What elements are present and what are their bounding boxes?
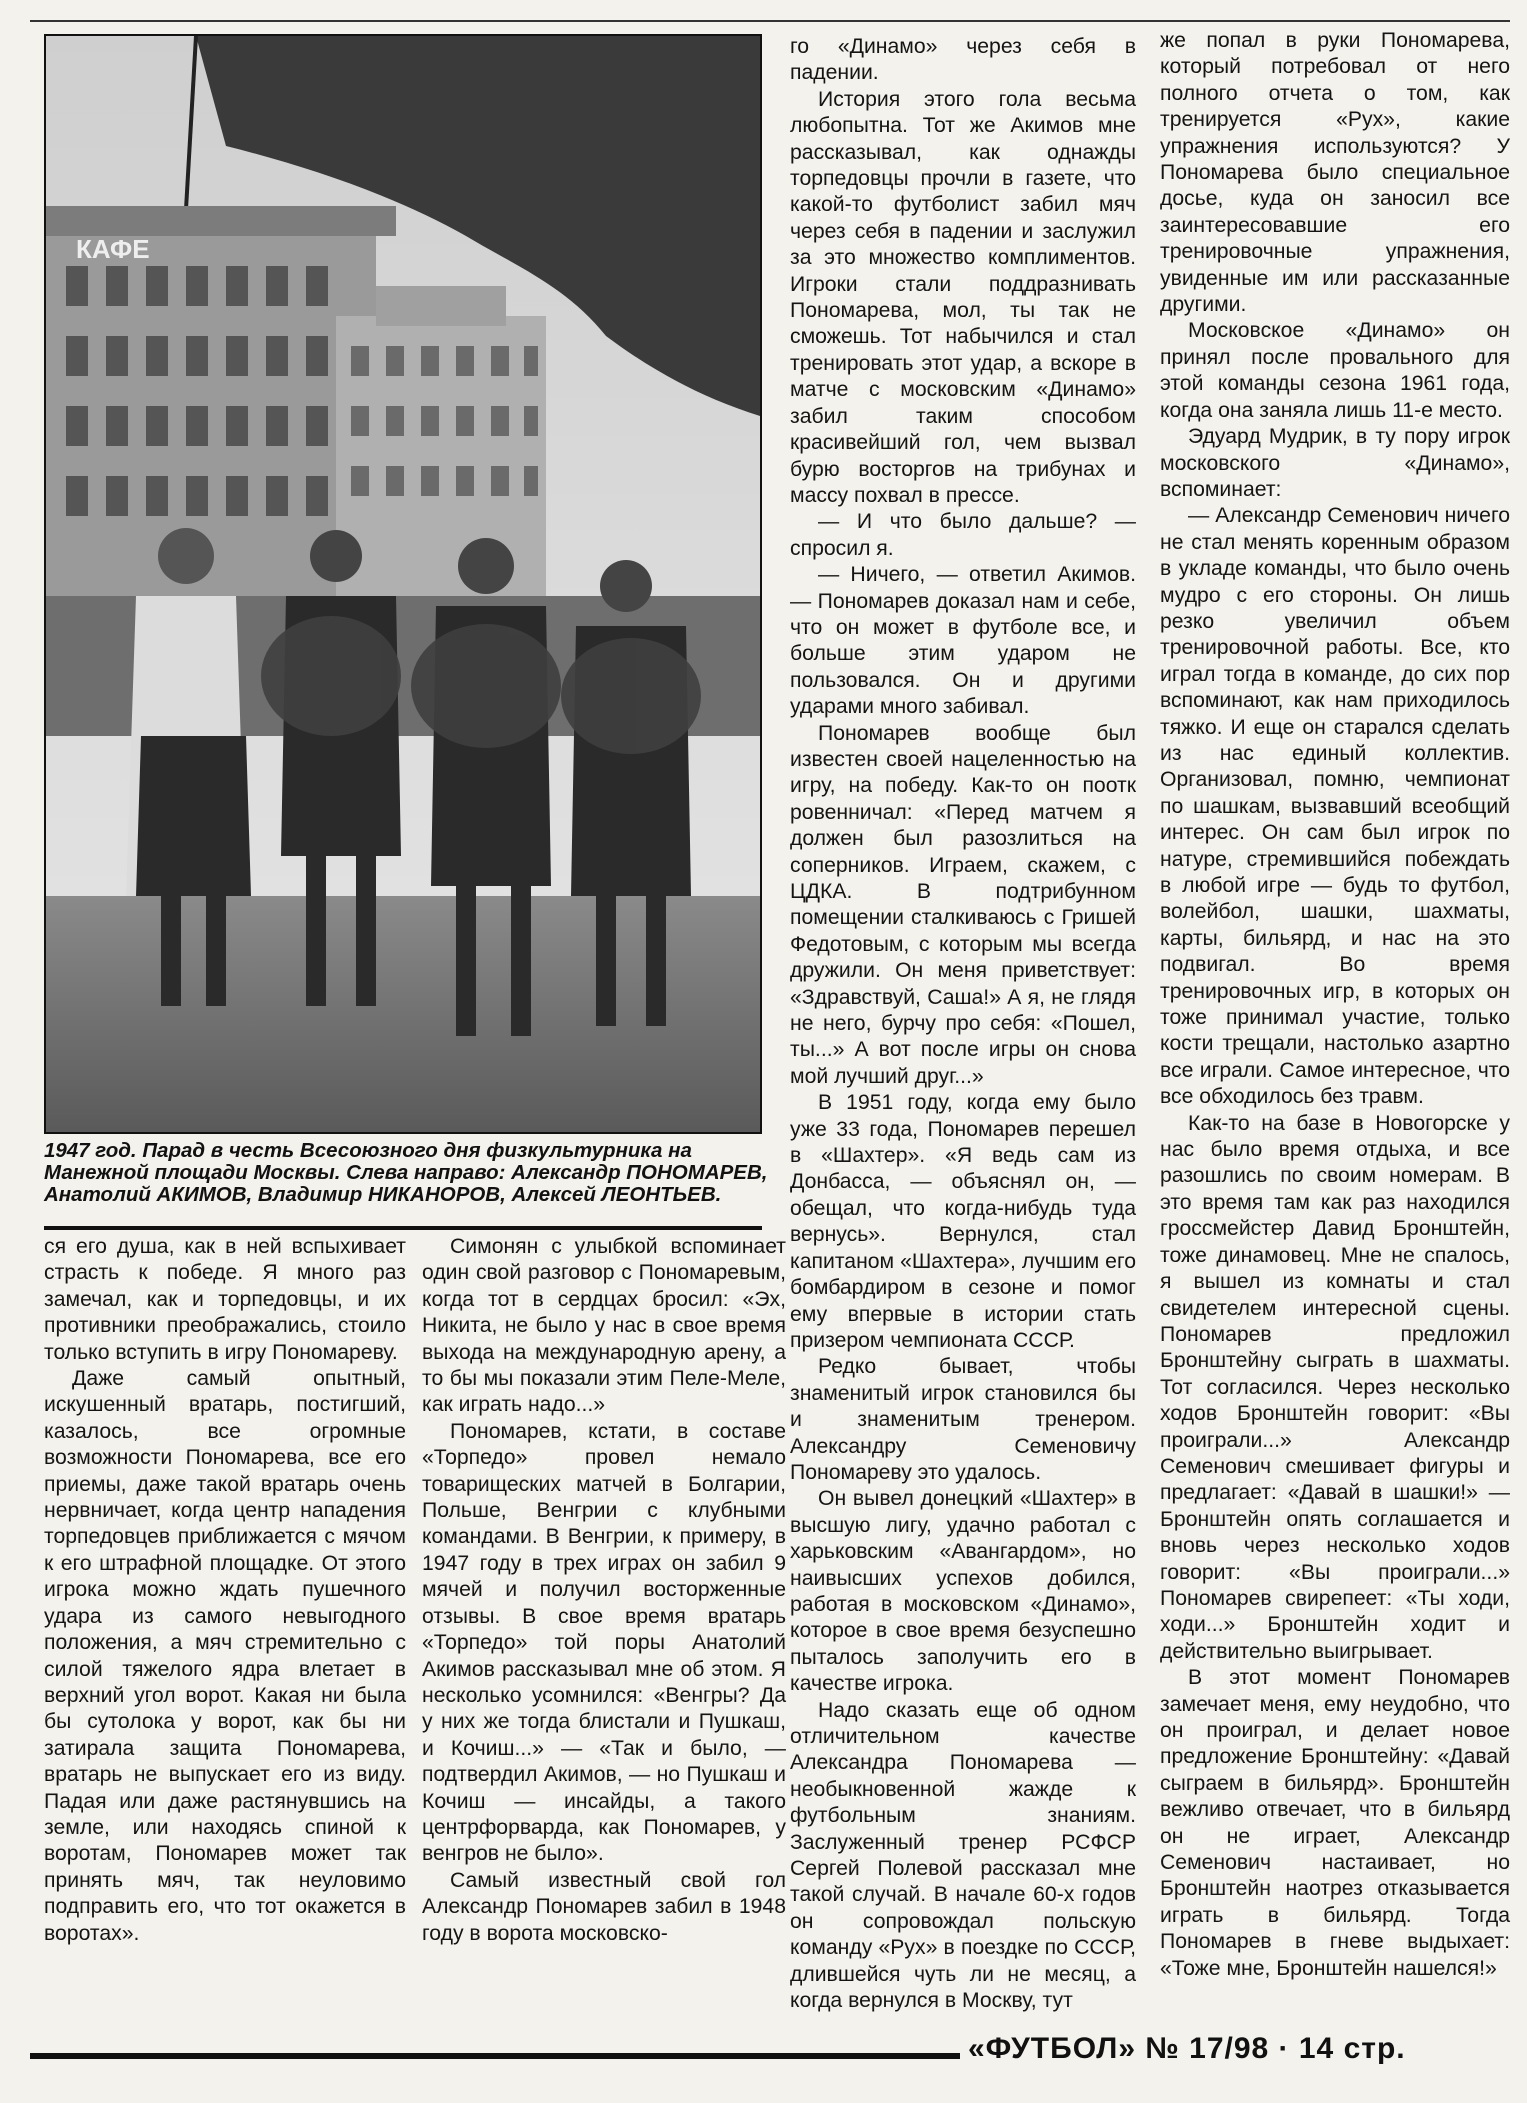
top-rule xyxy=(30,20,1510,22)
paragraph: История этого гола весьма любопытна. Тот же Акимов мне рассказывал, как однажды торпедовцы прочли в газете, что какой-то футболист забил мяч через себя в падении и заслужил за это множество комплиментов. Игроки стали поддразнивать Пономарева, мол, ты так не сможешь. Тот набычился и стал тренировать этот удар, а вскоре в матче с московским «Динамо» забил таким способом красивейший гол, чем вызвал бурю восторгов на трибунах и массу похвал в прессе. xyxy=(790,87,1136,507)
article-column-2 xyxy=(422,1234,786,1947)
paragraph: Московское «Динамо» он принял после провального для этой команды сезона 1961 года, когда она заняла лишь 11-е место. xyxy=(1160,319,1510,422)
paragraph: Он вывел донецкий «Шахтер» в высшую лигу, удачно работал с харьковским «Авангардом», но наивысших успехов добился, работая в московском «Динамо», которое в свое время безуспешно пыталось заполучить его в качестве игрока. xyxy=(790,1487,1136,1696)
page-footer: «ФУТБОЛ» № 17/98 · 14 стр. xyxy=(968,2032,1406,2065)
article-column-1 xyxy=(44,1234,406,1947)
paragraph: Как-то на базе в Новогорске у нас было время отдыха, и все разошлись по своим номерам. В это время там как раз находился гроссмейстер Давид Бронштейн, тоже динамовец. Мне не спалось, я вышел из комнаты и стал свидетелем интересной сцены. Пономарев предложил Бронштейну сыграть в шахматы. Тот согласился. Через несколько ходов Бронштейн говорит: «Вы проиграли...» Александр Семенович смешивает фигуры и предлагает: «Давай в шашки!» — Бронштейн опять соглашается и вновь через несколько ходов говорит: «Вы проиграли...» Пономарев свирепеет: «Ты ходи, ходи...» Бронштейн ходит и действительно выигрывает. xyxy=(1160,1111,1510,1663)
paragraph: Даже самый опытный, искушенный вратарь, постигший, казалось, все огромные возможности Пономарева, все его приемы, даже такой вратарь очень нервничает, когда центр нападения торпедовцев приближается с мячом к его штрафной площадке. От этого игрока можно ждать пушечного удара из самого невыгодного положения, а мяч стремительно с силой тяжелого ядра влетает в верхний угол ворот. Какая ни была бы сутолока у ворот, как бы ни затирала защита Пономарева, вратарь не выпускает его из виду. Падая или даже растянувшись на земле, или находясь спиной к воротам, Пономарев может так принять мяч, так неуловимо подправить его, что тот окажется в воротах». xyxy=(44,1367,406,1945)
paragraph: Пономарев вообще был известен своей нацеленностью на игру, на победу. Как-то он поотк ровенничал: «Перед матчем я должен был разозлиться на соперников. Играем, скажем, с ЦДКА. В подтрибунном помещении сталкиваюсь с Гришей Федотовым, с которым мы всегда дружили. Он меня приветствует: «Здравствуй, Саша!» А я, не глядя не него, бурчу про себя: «Пошел, ты...» А вот после игры он снова мой лучший друг...» xyxy=(790,721,1136,1088)
paragraph: Надо сказать еще об одном отличительном качестве Александра Пономарева — необыкновенной жажде к футбольным знаниям. Заслуженный тренер РСФСР Сергей Полевой рассказал мне такой случай. В начале 60-х годов он сопровождал польскую команду «Рух» в поездке по СССР, длившейся чуть ли не месяц, а когда вернулся в Москву, тут xyxy=(790,1698,1136,2013)
paragraph: В 1951 году, когда ему было уже 33 года, Пономарев перешел в «Шахтер». «Я ведь сам из Донбасса, — объяснял он, —обещал, что когда-нибудь туда вернусь». Вернулся, стал капитаном «Шахтера», лучшим его бомбардиром в сезоне и помог ему впервые в истории стать призером чемпионата СССР. xyxy=(790,1091,1136,1352)
paragraph: Редко бывает, чтобы знаменитый игрок становился бы и знаменитым тренером. Александру Семеновичу Пономареву это удалось. xyxy=(790,1355,1136,1484)
caption-rule xyxy=(44,1226,762,1230)
paragraph: — Ничего, — ответил Акимов. — Пономарев доказал нам и себе, что он может в футболе все, и больше этим ударом не пользовался. Он и другими ударами много забивал. xyxy=(790,563,1136,719)
article-column-3 xyxy=(790,34,1136,2014)
paragraph: В этот момент Пономарев замечает меня, ему неудобно, что он проиграл, и делает новое предложение Бронштейну: «Давай сыграем в бильярд». Бронштейн вежливо отвечает, что в бильярд он не играет, Александр Семенович настаивает, но Бронштейн наотрез отказывается играть в бильярд. Тогда Пономарев в гневе выдыхает: «Тоже мне, Бронштейн нашелся!» xyxy=(1160,1666,1510,1980)
parade-photo-graphic xyxy=(46,36,760,1132)
paragraph: Эдуард Мудрик, в ту пору игрок московского «Динамо», вспоминает: xyxy=(1160,425,1510,501)
paragraph: Симонян с улыбкой вспоминает один свой разговор с Пономаревым, когда тот в сердцах бросил: «Эх, Никита, не было у нас в свое время выхода на международную арену, а то бы мы показали этим Пеле-Меле, как играть надо...» xyxy=(422,1235,786,1417)
paragraph: Пономарев, кстати, в составе «Торпедо» провел немало товарищеских матчей в Болгарии, Польше, Венгрии с клубными командами. В Венгрии, к примеру, в 1947 году в трех играх он забил 9 мячей и получил восторженные отзывы. В свое время вратарь «Торпедо» той поры Анатолий Акимов рассказывал мне об этом. Я несколько усомнился: «Венгры? Да у них же тогда блистали и Пушкаш, и Кочиш...» — «Так и было, — подтвердил Акимов, — но Пушкаш и Кочиш — инсайды, а такого центрфорварда, как Пономарев, у венгров не было». xyxy=(422,1419,786,1866)
paragraph: — Александр Семенович ничего не стал менять коренным образом в укладе команды, что было очень мудро с его стороны. Он лишь резко увеличил объем тренировочной работы. Все, кто играл тогда в команде, до сих пор вспоминают, как нам приходилось тяжко. И еще он старался сделать из нас единый коллектив. Организовал, помню, чемпионат по шашкам, вызвавший всеобщий интерес. Он сам был игрок по натуре, стремившийся побеждать в любой игре — будь то футбол, волейбол, шашки, шахматы, карты, бильярд, и нас на это подвигал. Во время тренировочных игр, в которых он тоже принимал участие, только кости трещали, настолько азартно все играли. Самое интересное, что все обходилось без травм. xyxy=(1160,504,1510,1109)
photo-caption: 1947 год. Парад в честь Всесоюзного дня физкультурника на Манежной площади Москвы. Слева направо: Александр ПОНОМАРЕВ, Анатолий АКИМОВ, Владимир НИКАНОРОВ, Алексей ЛЕОНТЬЕВ. xyxy=(44,1139,768,1206)
paragraph: го «Динамо» через себя в падении. xyxy=(790,35,1136,85)
cafe-sign: КАФЕ xyxy=(76,234,150,264)
paragraph: — И что было дальше? — спросил я. xyxy=(790,510,1136,560)
paragraph: Самый известный свой гол Александр Пономарев забил в 1948 году в ворота московско- xyxy=(422,1868,786,1945)
footer-rule xyxy=(30,2053,960,2059)
paragraph: ся его душа, как в ней вспыхивает страсть к победе. Я много раз замечал, как и торпедовцы, и их противники преображались, стоило только вступить в игру Пономареву. xyxy=(44,1235,406,1364)
parade-photo xyxy=(44,34,762,1134)
article-column-4 xyxy=(1160,28,1510,1982)
paragraph: же попал в руки Пономарева, который потребовал от него полного отчета о том, как тренируется «Рух», какие упражнения используются? У Пономарева было специальное досье, куда он заносил все заинтересовавшие его тренировочные упражнения, увиденные им или рассказанные другими. xyxy=(1160,29,1510,317)
